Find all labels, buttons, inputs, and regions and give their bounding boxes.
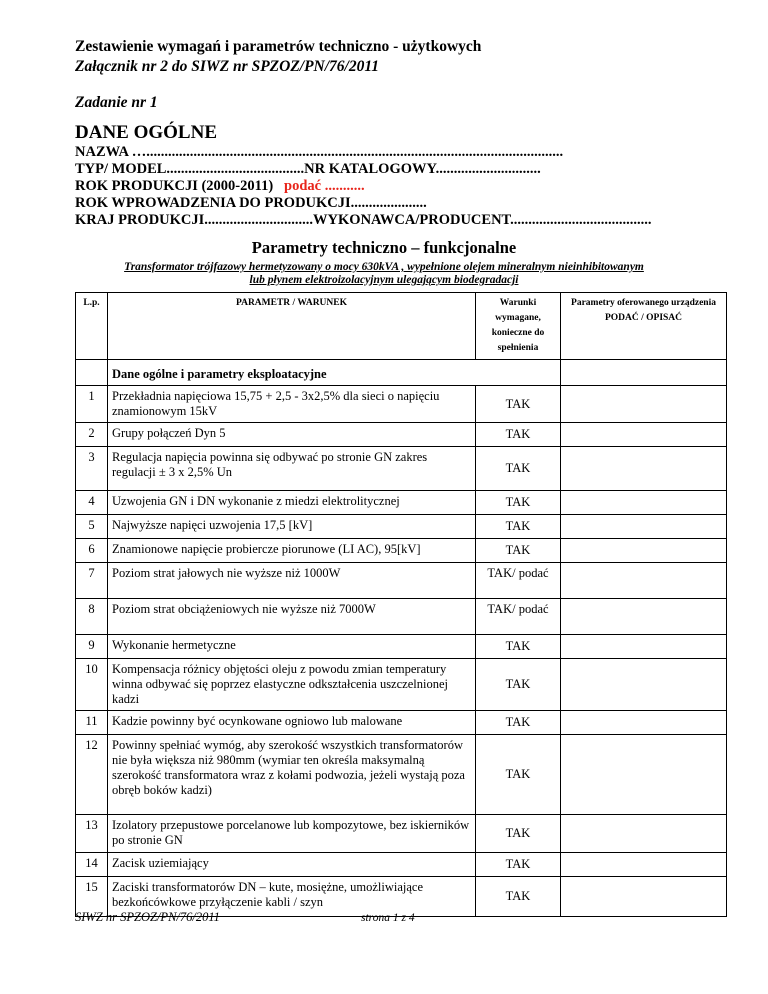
section-lp-cell xyxy=(76,360,108,386)
row-lp: 2 xyxy=(76,423,108,447)
row-lp: 14 xyxy=(76,853,108,877)
row-parameter: Zaciski transformatorów DN – kute, mosiężne, umożliwiające bezkońcówkowe przyłączenie kabli / szyn xyxy=(108,877,476,917)
row-lp: 3 xyxy=(76,447,108,491)
row-lp: 5 xyxy=(76,515,108,539)
row-lp: 11 xyxy=(76,711,108,735)
type-model-line: TYP/ MODEL......................................NR KATALOGOWY............................. xyxy=(75,161,541,177)
production-year-line xyxy=(75,178,365,195)
row-parameter: Uzwojenia GN i DN wykonanie z miedzi elektrolitycznej xyxy=(108,491,476,515)
header-parameter: PARAMETR / WARUNEK xyxy=(108,293,476,360)
footer-page-number: strona 1 z 4 xyxy=(361,912,415,924)
doc-header-attachment: Załącznik nr 2 do SIWZ nr SPZOZ/PN/76/2011 xyxy=(75,58,380,75)
row-required: TAK xyxy=(476,815,561,853)
row-required: TAK xyxy=(476,515,561,539)
row-parameter: Poziom strat obciążeniowych nie wyższe niż 7000W xyxy=(108,599,476,635)
row-parameter: Grupy połączeń Dyn 5 xyxy=(108,423,476,447)
row-required: TAK xyxy=(476,877,561,917)
row-lp: 9 xyxy=(76,635,108,659)
row-parameter: Przekładnia napięciowa 15,75 + 2,5 - 3x2,5% dla sieci o napięciu znamionowym 15kV xyxy=(108,386,476,423)
production-intro-line: ROK WPROWADZENIA DO PRODUKCJI..................... xyxy=(75,195,427,211)
header-lp: L.p. xyxy=(76,293,108,360)
row-offered-input[interactable] xyxy=(561,447,727,491)
section-title: Parametry techniczno – funkcjonalne xyxy=(251,238,517,257)
table-section-row xyxy=(76,360,727,386)
row-parameter: Znamionowe napięcie probiercze piorunowe (LI AC), 95[kV] xyxy=(108,539,476,563)
table-row xyxy=(76,563,727,599)
row-offered-input[interactable] xyxy=(561,635,727,659)
row-required: TAK xyxy=(476,635,561,659)
name-line: NAZWA …................................................................................................................... xyxy=(75,144,564,160)
table-section-label: Dane ogólne i parametry eksploatacyjne xyxy=(108,360,561,386)
table-row xyxy=(76,423,727,447)
row-offered-input[interactable] xyxy=(561,877,727,917)
row-required: TAK/ podać xyxy=(476,563,561,599)
row-offered-input[interactable] xyxy=(561,659,727,711)
row-offered-input[interactable] xyxy=(561,423,727,447)
row-parameter: Zacisk uziemiający xyxy=(108,853,476,877)
row-parameter: Najwyższe napięci uzwojenia 17,5 [kV] xyxy=(108,515,476,539)
section-offered-cell xyxy=(561,360,727,386)
row-lp: 7 xyxy=(76,563,108,599)
row-offered-input[interactable] xyxy=(561,853,727,877)
production-year-label: ROK PRODUKCJI (2000-2011) xyxy=(75,178,274,194)
row-parameter: Izolatory przepustowe porcelanowe lub kompozytowe, bez iskierników po stronie GN xyxy=(108,815,476,853)
table-row xyxy=(76,539,727,563)
row-required: TAK xyxy=(476,447,561,491)
table-row xyxy=(76,599,727,635)
production-year-hint: podać ........... xyxy=(284,178,365,194)
row-required: TAK xyxy=(476,491,561,515)
row-lp: 10 xyxy=(76,659,108,711)
table-header-row xyxy=(76,293,727,360)
row-required: TAK xyxy=(476,735,561,815)
table-row xyxy=(76,711,727,735)
row-required: TAK xyxy=(476,711,561,735)
row-offered-input[interactable] xyxy=(561,815,727,853)
table-row xyxy=(76,853,727,877)
row-offered-input[interactable] xyxy=(561,711,727,735)
parameters-table xyxy=(75,292,727,917)
row-parameter: Powinny spełniać wymóg, aby szerokość wszystkich transformatorów nie była większa niż 980mm (wymiar ten określa maksymalną szerokość transformatora wraz z kołami podwozia, jeżeli wystają poza obręb boków kadzi) xyxy=(108,735,476,815)
row-offered-input[interactable] xyxy=(561,599,727,635)
table-row xyxy=(76,491,727,515)
row-offered-input[interactable] xyxy=(561,539,727,563)
row-lp: 6 xyxy=(76,539,108,563)
row-offered-input[interactable] xyxy=(561,386,727,423)
footer-doc-ref: SIWZ nr SPZOZ/PN/76/2011 xyxy=(75,910,220,924)
row-parameter: Poziom strat jałowych nie wyższe niż 1000W xyxy=(108,563,476,599)
row-lp: 4 xyxy=(76,491,108,515)
row-required: TAK xyxy=(476,386,561,423)
row-offered-input[interactable] xyxy=(561,563,727,599)
row-offered-input[interactable] xyxy=(561,515,727,539)
row-required: TAK xyxy=(476,659,561,711)
table-row xyxy=(76,815,727,853)
row-lp: 15 xyxy=(76,877,108,917)
section-subtitle-line2: lub płynem elektroizolacyjnym ulegającym biodegradacji xyxy=(249,274,519,286)
row-offered-input[interactable] xyxy=(561,735,727,815)
row-offered-input[interactable] xyxy=(561,491,727,515)
table-row xyxy=(76,635,727,659)
row-parameter: Kadzie powinny być ocynkowane ogniowo lub malowane xyxy=(108,711,476,735)
table-row xyxy=(76,386,727,423)
row-lp: 8 xyxy=(76,599,108,635)
header-offered: Parametry oferowanego urządzenia PODAĆ / OPISAĆ xyxy=(561,293,727,360)
row-required: TAK/ podać xyxy=(476,599,561,635)
row-parameter: Kompensacja różnicy objętości oleju z powodu zmian temperatury winna odbywać się poprzez elastyczne odkształcenia uszczelnionej kadzi xyxy=(108,659,476,711)
doc-header-title: Zestawienie wymagań i parametrów techniczno - użytkowych xyxy=(75,38,482,55)
row-parameter: Regulacja napięcia powinna się odbywać po stronie GN zakres regulacji ± 3 x 2,5% Un xyxy=(108,447,476,491)
task-number: Zadanie nr 1 xyxy=(75,94,158,111)
row-required: TAK xyxy=(476,853,561,877)
table-row xyxy=(76,735,727,815)
general-data-title: DANE OGÓLNE xyxy=(75,122,217,143)
header-required: Warunki wymagane, konieczne do spełnienia xyxy=(476,293,561,360)
row-required: TAK xyxy=(476,423,561,447)
row-lp: 13 xyxy=(76,815,108,853)
section-subtitle-line1: Transformator trójfazowy hermetyzowany o mocy 630kVA , wypełnione olejem mineralnym nieinhibitowanym xyxy=(124,261,644,273)
table-row xyxy=(76,659,727,711)
table-row xyxy=(76,447,727,491)
country-producer-line: KRAJ PRODUKCJI..............................WYKONAWCA/PRODUCENT....................................... xyxy=(75,212,652,228)
row-lp: 12 xyxy=(76,735,108,815)
row-parameter: Wykonanie hermetyczne xyxy=(108,635,476,659)
table-row xyxy=(76,515,727,539)
row-required: TAK xyxy=(476,539,561,563)
row-lp: 1 xyxy=(76,386,108,423)
